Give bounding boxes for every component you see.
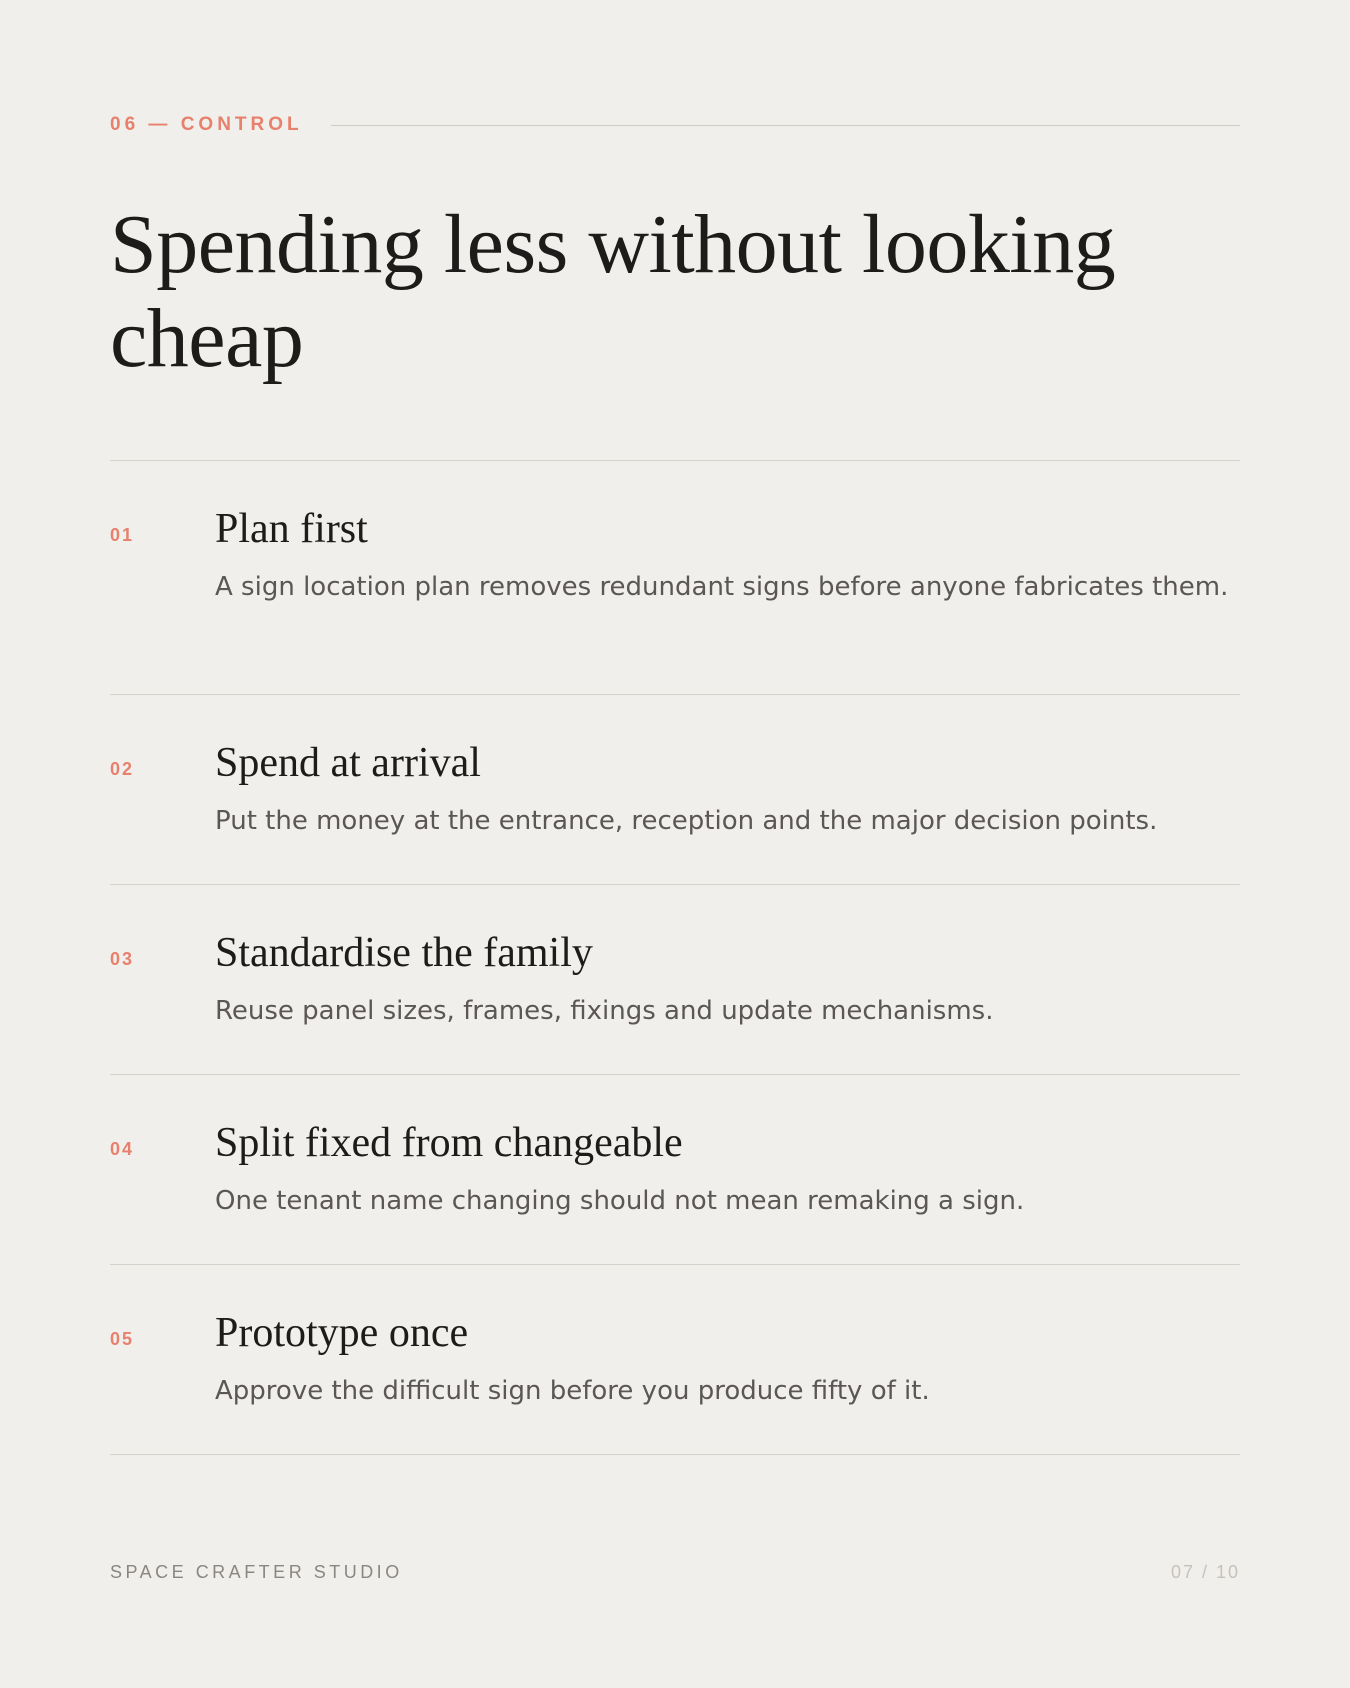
page-indicator: 07 / 10 <box>1170 1562 1240 1582</box>
footer-brand: SPACE CRAFTER STUDIO <box>110 1562 403 1582</box>
item-description: Put the money at the entrance, reception and the major decision points. <box>215 806 1158 836</box>
item-description: One tenant name changing should not mean remaking a sign. <box>215 1186 1025 1216</box>
item-number: 03 <box>110 949 135 969</box>
item-number: 04 <box>110 1139 135 1159</box>
item-title: Spend at arrival <box>215 740 481 786</box>
slide-page <box>110 0 1240 1688</box>
item-number: 02 <box>110 759 135 779</box>
item-number: 01 <box>110 525 135 545</box>
section-header <box>110 110 1240 140</box>
item-title: Plan first <box>215 506 368 552</box>
list-item <box>110 1265 1240 1455</box>
item-body <box>215 1075 1240 1223</box>
list-item <box>110 461 1240 695</box>
item-title: Split fixed from changeable <box>215 1120 683 1166</box>
page-title: Spending less without looking cheap <box>110 198 1116 385</box>
item-number: 05 <box>110 1329 135 1349</box>
list-item <box>110 695 1240 885</box>
list-item <box>110 885 1240 1075</box>
item-body <box>215 461 1240 609</box>
item-title: Standardise the family <box>215 930 593 976</box>
item-body <box>215 1265 1240 1413</box>
section-kicker: 06 — CONTROL <box>110 114 303 135</box>
item-description: Approve the difficult sign before you produce fifty of it. <box>215 1376 930 1406</box>
list-item <box>110 1075 1240 1265</box>
item-body <box>215 885 1240 1033</box>
item-body <box>215 695 1240 843</box>
item-description: Reuse panel sizes, frames, fixings and update mechanisms. <box>215 996 994 1026</box>
item-description: A sign location plan removes redundant signs before anyone fabricates them. <box>215 572 1229 602</box>
header-divider <box>331 125 1240 126</box>
item-title: Prototype once <box>215 1310 469 1356</box>
principles-list <box>110 460 1240 1455</box>
